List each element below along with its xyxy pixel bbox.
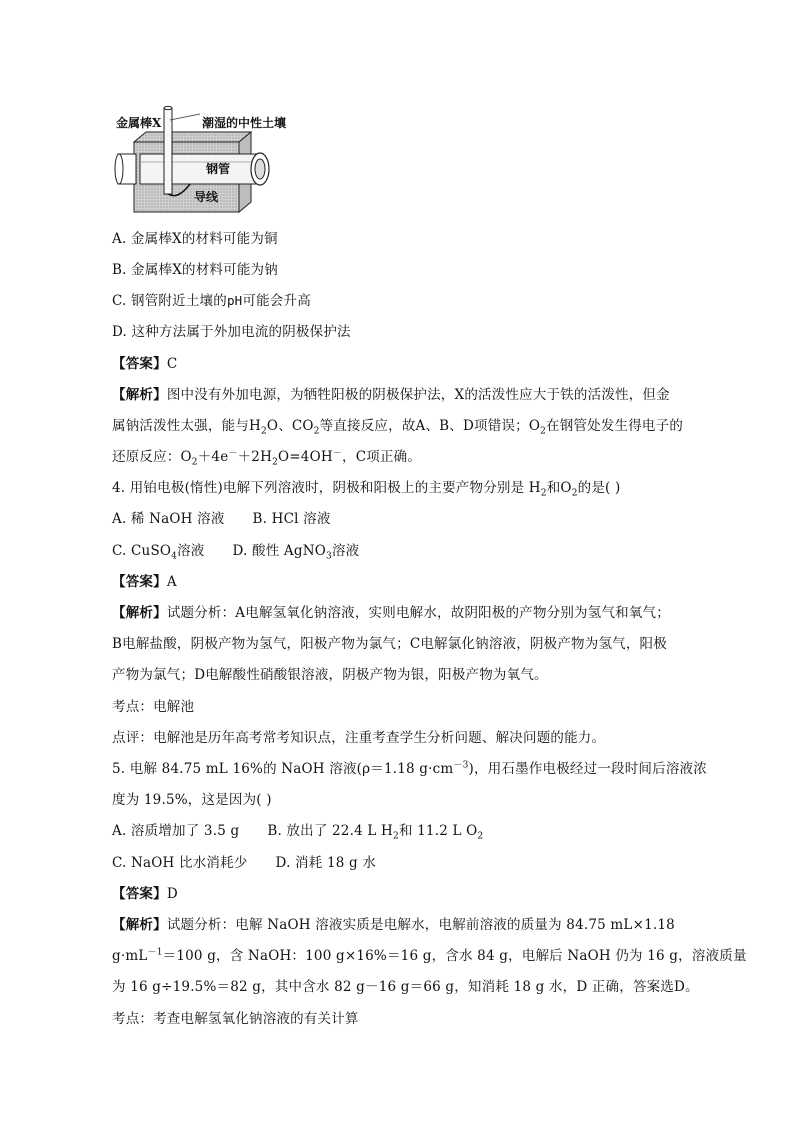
- q4-option-d-sub: 3: [326, 551, 332, 562]
- q5-option-b-sub1: 2: [393, 831, 399, 842]
- q3-a2-o: O、CO: [266, 418, 314, 434]
- label-soil: 潮湿的中性土壤: [202, 116, 287, 130]
- q4-option-a: A. 稀 NaOH 溶液: [112, 511, 225, 527]
- q5-answer-tag: 【答案】: [112, 886, 167, 902]
- q3-analysis-line-2: [112, 416, 683, 436]
- q3-a2-c: 在钢管处发生得电子的: [546, 418, 684, 434]
- q3-option-b: B. 金属棒X的材料可能为钠: [112, 262, 278, 278]
- q3-a3-c: ＋2H: [237, 449, 273, 465]
- q4-analysis-line-2: B电解盐酸，阴极产物为氢气，阳极产物为氯气；C电解氯化钠溶液，阴极产物为氢气，阳极: [112, 636, 667, 652]
- q5-option-a: A. 溶质增加了 3.5 g: [112, 823, 240, 839]
- q4-answer-tag: 【答案】: [112, 574, 167, 590]
- q4-option-d-b: 溶液: [331, 543, 360, 559]
- q4-option-d-a: D. 酸性 AgNO: [232, 543, 327, 559]
- q3-a2-h: H: [249, 418, 261, 434]
- q3-answer: [112, 354, 177, 374]
- q4-stem-c: 的是( ): [577, 480, 621, 496]
- q3-analysis-tag: 【解析】: [112, 387, 167, 403]
- q4-stem-a: 4. 用铂电极(惰性)电解下列溶液时，阴极和阳极上的主要产物分别是 H: [112, 480, 541, 496]
- q5-option-b-b: 和 11.2 L O: [398, 823, 478, 839]
- q3-a3-sub2: 2: [272, 457, 279, 468]
- q5-options-cd: [112, 853, 376, 873]
- q3-a3-sup2: －: [332, 448, 343, 459]
- q3-analysis-line-1: [112, 385, 670, 405]
- label-metal-rod: 金属棒X: [116, 116, 162, 130]
- q4-answer-value: A: [166, 574, 177, 590]
- q5-option-d: D. 消耗 18 g 水: [275, 855, 377, 871]
- q5-analysis-line-2: [112, 946, 747, 966]
- soil-box-top: [134, 132, 251, 142]
- q5-analysis-text-1: 试题分析：电解 NaOH 溶液实质是电解水，电解前溶液的质量为 84.75 mL×1.18: [166, 917, 675, 933]
- q5-option-b-sub2: 2: [477, 831, 484, 842]
- q3-analysis-line-3: [112, 447, 421, 467]
- label-wire: 导线: [194, 190, 219, 204]
- q3-opt-c-post: 可能会升高: [242, 293, 311, 309]
- q3-answer-tag: 【答案】: [112, 356, 167, 372]
- q4-stem: [112, 478, 620, 498]
- q5-a2-a: g·mL: [112, 948, 148, 964]
- q3-a2-b: 等直接反应，故A、B、D项错误；O: [319, 418, 541, 434]
- q3-a3-d: O=4OH: [278, 449, 333, 465]
- q5-analysis-line-1: [112, 915, 675, 935]
- q3-option-a: A. 金属棒X的材料可能为铜: [112, 231, 278, 247]
- q5-analysis-line-3: 为 16 g÷19.5%＝82 g，其中含水 82 g－16 g＝66 g，知消耗 18 g 水，D 正确，答案选D。: [112, 979, 699, 995]
- q3-a2-sub3: 2: [540, 426, 547, 437]
- q3-answer-value: C: [166, 356, 178, 372]
- q4-analysis-tag: 【解析】: [112, 605, 167, 621]
- q4-option-c-sub: 4: [171, 551, 178, 562]
- q4-stem-sub1: 2: [540, 488, 547, 499]
- q3-analysis-text-1: 图中没有外加电源，为牺牲阳极的阴极保护法，X的活泼性应大于铁的活泼性，但金: [166, 387, 670, 403]
- label-steel-pipe: 钢管: [206, 162, 231, 176]
- q5-answer: [112, 884, 178, 904]
- q4-option-b: B. HCl 溶液: [252, 511, 331, 527]
- q5-stem-line-1: [112, 759, 707, 779]
- q5-stem-a: 5. 电解 84.75 mL 16%的 NaOH 溶液(ρ＝1.18 g·cm: [112, 761, 454, 777]
- q3-option-c: [112, 291, 311, 311]
- q5-kaodian: 考点：考查电解氢氧化钠溶液的有关计算: [112, 1011, 359, 1027]
- q3-opt-c-pre: C. 钢管附近土壤的: [112, 293, 227, 309]
- q4-analysis-line-1: [112, 603, 670, 623]
- q4-options-ab: [112, 509, 331, 529]
- q3-option-d: D. 这种方法属于外加电流的阴极保护法: [112, 324, 351, 340]
- q3-a2-sub2: 2: [313, 426, 320, 437]
- q4-answer: [112, 572, 177, 592]
- q5-option-b-a: B. 放出了 22.4 L H: [267, 823, 394, 839]
- q5-option-c: C. NaOH 比水消耗少: [112, 855, 248, 871]
- q4-options-cd: [112, 541, 359, 561]
- q4-analysis-line-3: 产物为氯气；D电解酸性硝酸银溶液，阴极产物为银，阳极产物为氧气。: [112, 667, 548, 683]
- q5-stem-sup: －3: [453, 760, 469, 771]
- q5-analysis-tag: 【解析】: [112, 917, 167, 933]
- corrosion-protection-figure: [112, 104, 292, 214]
- q4-kaodian: 考点：电解池: [112, 699, 195, 715]
- q4-analysis-text-1: 试题分析：A电解氢氧化钠溶液，实则电解水，故阴阳极的产物分别为氢气和氧气；: [166, 605, 670, 621]
- q5-stem-line-2: 度为 19.5%，这是因为( ): [112, 792, 272, 808]
- q4-stem-sub2: 2: [571, 488, 578, 499]
- pipe-body: [140, 154, 256, 184]
- q3-a3-sup: －: [228, 448, 238, 459]
- q5-answer-value: D: [166, 886, 178, 902]
- q5-stem-b: )，用石墨作电极经过一段时间后溶液浓: [468, 761, 707, 777]
- q5-a2-sup: －1: [147, 947, 163, 958]
- q3-a3-a: 还原反应：O: [112, 449, 192, 465]
- q4-option-c-b: 溶液: [177, 543, 205, 559]
- q3-a2-a: 属钠活泼性太强，能与: [112, 418, 249, 434]
- q4-stem-b: 和O: [546, 480, 572, 496]
- metal-rod: [164, 108, 172, 194]
- q3-a3-sub1: 2: [191, 457, 198, 468]
- q3-a2-sub1: 2: [260, 426, 267, 437]
- q4-option-c-a: C. CuSO: [112, 543, 172, 559]
- q3-a3-b: ＋4e: [197, 449, 229, 465]
- q4-dianping: 点评：电解池是历年高考常考知识点，注重考查学生分析问题、解决问题的能力。: [112, 730, 606, 746]
- q5-options-ab: [112, 821, 483, 841]
- q3-a3-e: ，C项正确。: [342, 449, 422, 465]
- q3-opt-c-ph: pH: [226, 293, 243, 308]
- q5-a2-b: ＝100 g，含 NaOH：100 g×16%＝16 g，含水 84 g，电解后 NaOH 仍为 16 g，溶液质量: [162, 948, 747, 964]
